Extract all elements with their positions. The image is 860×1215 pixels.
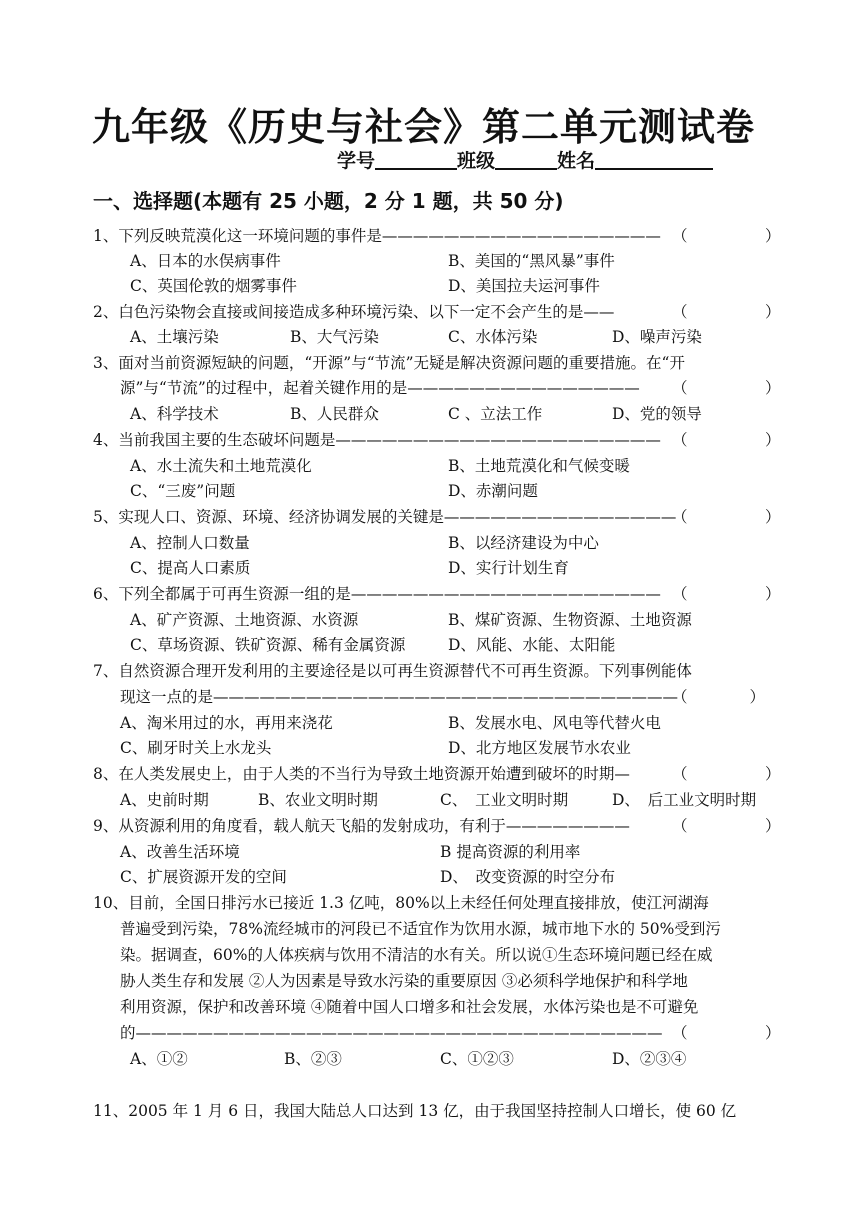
question-1-answer-blank[interactable]: （ ） <box>672 227 781 245</box>
section-heading: 一、选择题(本题有 25 小题，2 分 1 题，共 50 分) <box>93 189 564 213</box>
question-3-answer-blank[interactable]: （ ） <box>672 379 781 397</box>
question-4-option-b: B、土地荒漠化和气候变暖 <box>448 457 630 475</box>
question-5-answer-blank[interactable]: （ ） <box>672 508 781 526</box>
question-10-option-d: D、②③④ <box>612 1050 687 1068</box>
question-3-option-a: A、科学技术 <box>130 405 219 423</box>
question-3-stem: 3、面对当前资源短缺的问题，“开源”与“节流”无疑是解决资源问题的重要措施。在“开 <box>93 354 685 372</box>
question-3-stem-cont: 源”与“节流”的过程中，起着关键作用的是——————————————— <box>120 379 640 397</box>
question-5-option-d: D、实行计划生育 <box>448 559 569 577</box>
question-4-option-c: C、“三废”问题 <box>130 482 236 500</box>
question-9-option-b: B 提高资源的利用率 <box>440 843 581 861</box>
question-8-option-c: C、 工业文明时期 <box>440 791 569 809</box>
class-field[interactable] <box>495 150 557 170</box>
name-label: 姓名 <box>557 150 596 172</box>
class-label: 班级 <box>457 150 496 172</box>
question-7-answer-blank[interactable]: （ ） <box>672 688 766 706</box>
question-10-option-b: B、②③ <box>284 1050 342 1068</box>
question-1-stem: 1、下列反映荒漠化这一环境问题的事件是—————————————————— <box>93 227 661 245</box>
question-10-option-a: A、①② <box>130 1050 188 1068</box>
question-6-option-d: D、风能、水能、太阳能 <box>448 636 616 654</box>
question-7-option-d: D、北方地区发展节水农业 <box>448 739 631 757</box>
question-1-option-d: D、美国拉夫运河事件 <box>448 277 600 295</box>
question-4-stem: 4、当前我国主要的生态破坏问题是————————————————————— <box>93 431 661 449</box>
name-field[interactable] <box>595 150 713 170</box>
question-5-option-c: C、提高人口素质 <box>130 559 251 577</box>
question-8-stem: 8、在人类发展史上，由于人类的不当行为导致土地资源开始遭到破坏的时期— <box>93 765 630 783</box>
student-no-label: 学号 <box>337 150 376 172</box>
question-3-option-d: D、党的领导 <box>612 405 702 423</box>
question-2-option-a: A、土壤污染 <box>130 328 219 346</box>
question-5-option-b: B、以经济建设为中心 <box>448 534 599 552</box>
question-9-option-d: D、 改变资源的时空分布 <box>440 868 616 886</box>
question-10-option-c: C、①②③ <box>440 1050 514 1068</box>
student-no-field[interactable] <box>375 150 457 170</box>
question-1-option-a: A、日本的水俣病事件 <box>130 252 281 270</box>
question-7-option-c: C、刷牙时关上水龙头 <box>120 739 272 757</box>
question-5-stem: 5、实现人口、资源、环境、经济协调发展的关键是——————————————— <box>93 508 677 526</box>
question-4-answer-blank[interactable]: （ ） <box>672 431 781 449</box>
question-4-option-a: A、水土流失和土地荒漠化 <box>130 457 312 475</box>
question-2-option-d: D、噪声污染 <box>612 328 702 346</box>
question-10-answer-blank[interactable]: （ ） <box>672 1024 781 1042</box>
question-2-stem: 2、白色污染物会直接或间接造成多种环境污染、以下一定不会产生的是—— <box>93 303 615 321</box>
question-10-stem-line-6: 的—————————————————————————————————— <box>120 1024 663 1042</box>
question-6-option-a: A、矿产资源、土地资源、水资源 <box>130 611 359 629</box>
question-7-option-a: A、淘米用过的水，再用来浇花 <box>120 714 333 732</box>
question-10-stem-line-2: 普遍受到污染，78%流经城市的河段已不适宜作为饮用水源，城市地下水的 50%受到污 <box>120 920 721 938</box>
question-6-stem: 6、下列全都属于可再生资源一组的是———————————————————— <box>93 585 661 603</box>
question-5-option-a: A、控制人口数量 <box>130 534 250 552</box>
question-1-option-c: C、英国伦敦的烟雾事件 <box>130 277 297 295</box>
question-2-answer-blank[interactable]: （ ） <box>672 303 781 321</box>
question-3-option-c: C 、立法工作 <box>448 405 543 423</box>
question-3-option-b: B、人民群众 <box>290 405 379 423</box>
question-2-option-b: B、大气污染 <box>290 328 379 346</box>
question-6-option-b: B、煤矿资源、生物资源、土地资源 <box>448 611 692 629</box>
question-7-stem-cont: 现这一点的是—————————————————————————————— <box>120 688 679 706</box>
question-9-stem: 9、从资源利用的角度看，载人航天飞船的发射成功，有利于———————— <box>93 817 630 835</box>
question-1-option-b: B、美国的“黑风暴”事件 <box>448 252 615 270</box>
question-10-stem-line-4: 胁人类生存和发展 ②人为因素是导致水污染的重要原因 ③必须科学地保护和科学地 <box>120 972 688 990</box>
question-2-option-c: C、水体污染 <box>448 328 538 346</box>
question-8-option-d: D、 后工业文明时期 <box>612 791 757 809</box>
question-9-option-c: C、扩展资源开发的空间 <box>120 868 287 886</box>
question-10-stem-line-5: 利用资源，保护和改善环境 ④随着中国人口增多和社会发展，水体污染也是不可避免 <box>120 998 699 1016</box>
question-7-option-b: B、发展水电、风电等代替火电 <box>448 714 661 732</box>
question-4-option-d: D、赤潮问题 <box>448 482 538 500</box>
question-6-option-c: C、草场资源、铁矿资源、稀有金属资源 <box>130 636 406 654</box>
question-9-answer-blank[interactable]: （ ） <box>672 817 781 835</box>
student-info-row <box>337 146 713 173</box>
page-title: 九年级《历史与社会》第二单元测试卷 <box>92 105 756 149</box>
question-9-option-a: A、改善生活环境 <box>120 843 240 861</box>
question-6-answer-blank[interactable]: （ ） <box>672 585 781 603</box>
question-7-stem: 7、自然资源合理开发利用的主要途径是以可再生资源替代不可再生资源。下列事例能体 <box>93 662 692 680</box>
question-10-stem: 10、目前，全国日排污水已接近 1.3 亿吨，80%以上未经任何处理直接排放，使江河湖海 <box>93 894 709 912</box>
question-11-stem: 11、2005 年 1 月 6 日，我国大陆总人口达到 13 亿，由于我国坚持控制人口增长，使 60 亿 <box>93 1102 737 1120</box>
question-8-option-b: B、农业文明时期 <box>258 791 378 809</box>
question-8-answer-blank[interactable]: （ ） <box>672 765 781 783</box>
question-10-stem-line-3: 染。据调查，60%的人体疾病与饮用不清洁的水有关。所以说①生态环境问题已经在威 <box>120 946 713 964</box>
question-8-option-a: A、史前时期 <box>120 791 209 809</box>
